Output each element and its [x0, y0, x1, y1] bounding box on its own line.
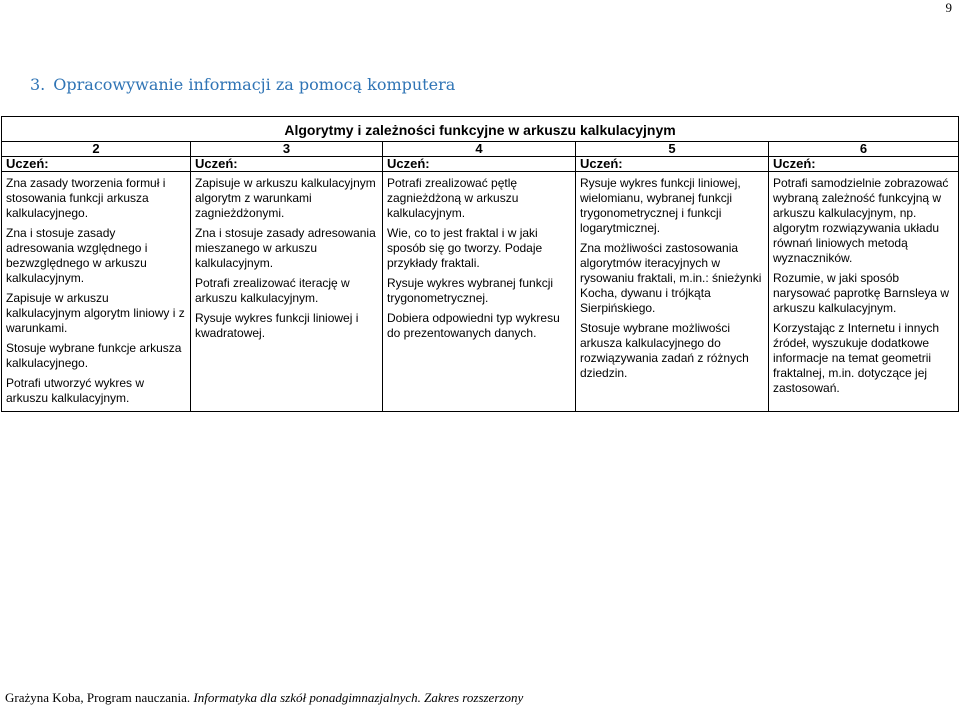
- content-cell: [383, 172, 576, 412]
- content-cell: [769, 172, 959, 412]
- section-number: 3.: [30, 75, 46, 94]
- list-item: Zna możliwości zastosowania algorytmów iteracyjnych w rysowaniu fraktali, m.in.: śnieżynki Kocha, dywanu i trójkąta Sierpińskiego.: [580, 241, 762, 315]
- list-item: Stosuje wybrane możliwości arkusza kalkulacyjnego do rozwiązywania zadań z różnych dziedzin.: [580, 321, 749, 380]
- column-header: Uczeń:: [191, 157, 383, 172]
- list-item: Dobiera odpowiedni typ wykresu do prezentowanych danych.: [387, 311, 560, 340]
- list-item: Zapisuje w arkuszu kalkulacyjnym algorytm liniowy i z warunkami.: [6, 291, 185, 335]
- column-number: 6: [769, 142, 959, 157]
- list-item: Stosuje wybrane funkcje arkusza kalkulacyjnego.: [6, 341, 182, 370]
- content-row: [2, 172, 959, 412]
- page-footer: [5, 690, 523, 706]
- column-number: 2: [2, 142, 191, 157]
- list-item: Zna zasady tworzenia formuł i stosowania funkcji arkusza kalkulacyjnego.: [6, 176, 166, 220]
- column-number: 5: [576, 142, 769, 157]
- column-number: 4: [383, 142, 576, 157]
- list-item: Zna i stosuje zasady adresowania mieszanego w arkuszu kalkulacyjnym.: [195, 226, 376, 270]
- competency-table: [1, 116, 959, 412]
- column-header: Uczeń:: [383, 157, 576, 172]
- list-item: Korzystając z Internetu i innych źródeł, wyszukuje dodatkowe informacje na temat geometrii fraktalnej, m.in. dotyczące jej zastosowań.: [773, 321, 940, 395]
- list-item: Potrafi zrealizować pętlę zagnieżdżoną w arkuszu kalkulacyjnym.: [387, 176, 519, 220]
- list-item: Potrafi samodzielnie zobrazować wybraną zależność funkcyjną w arkuszu kalkulacyjnym, np. algorytm rozwiązywania układu równań liniowych metodą wyznaczników.: [773, 176, 949, 265]
- header-row: [2, 157, 959, 172]
- column-header: Uczeń:: [2, 157, 191, 172]
- footer-author: Grażyna Koba, Program nauczania.: [5, 690, 191, 705]
- list-item: Potrafi zrealizować iterację w arkuszu kalkulacyjnym.: [195, 276, 350, 305]
- list-item: Zna i stosuje zasady adresowania względnego i bezwzględnego w arkuszu kalkulacyjnym.: [6, 226, 148, 285]
- list-item: Potrafi utworzyć wykres w arkuszu kalkulacyjnym.: [6, 376, 145, 405]
- table-title: Algorytmy i zależności funkcyjne w arkuszu kalkulacyjnym: [2, 117, 959, 142]
- column-number: 3: [191, 142, 383, 157]
- content-cell: [2, 172, 191, 412]
- list-item: Rysuje wykres wybranej funkcji trygonometrycznej.: [387, 276, 554, 305]
- content-cell: [576, 172, 769, 412]
- list-item: Rozumie, w jaki sposób narysować paprotkę Barnsleya w arkuszu kalkulacyjnym.: [773, 271, 950, 315]
- column-number-row: [2, 142, 959, 157]
- list-item: Rysuje wykres funkcji liniowej, wielomianu, wybranej funkcji trygonometrycznej i funkcji logarytmicznej.: [580, 176, 741, 235]
- list-item: Zapisuje w arkuszu kalkulacyjnym algorytm z warunkami zagnieżdżonymi.: [195, 176, 376, 220]
- column-header: Uczeń:: [769, 157, 959, 172]
- content-cell: [191, 172, 383, 412]
- section-title: Opracowywanie informacji za pomocą komputera: [53, 75, 456, 94]
- column-header: Uczeń:: [576, 157, 769, 172]
- list-item: Wie, co to jest fraktal i w jaki sposób się go tworzy. Podaje przykłady fraktali.: [387, 226, 543, 270]
- footer-program-title: Informatyka dla szkół ponadgimnazjalnych. Zakres rozszerzony: [193, 690, 524, 705]
- page-number: 9: [945, 0, 952, 15]
- list-item: Rysuje wykres funkcji liniowej i kwadratowej.: [195, 311, 359, 340]
- section-heading: [30, 75, 455, 94]
